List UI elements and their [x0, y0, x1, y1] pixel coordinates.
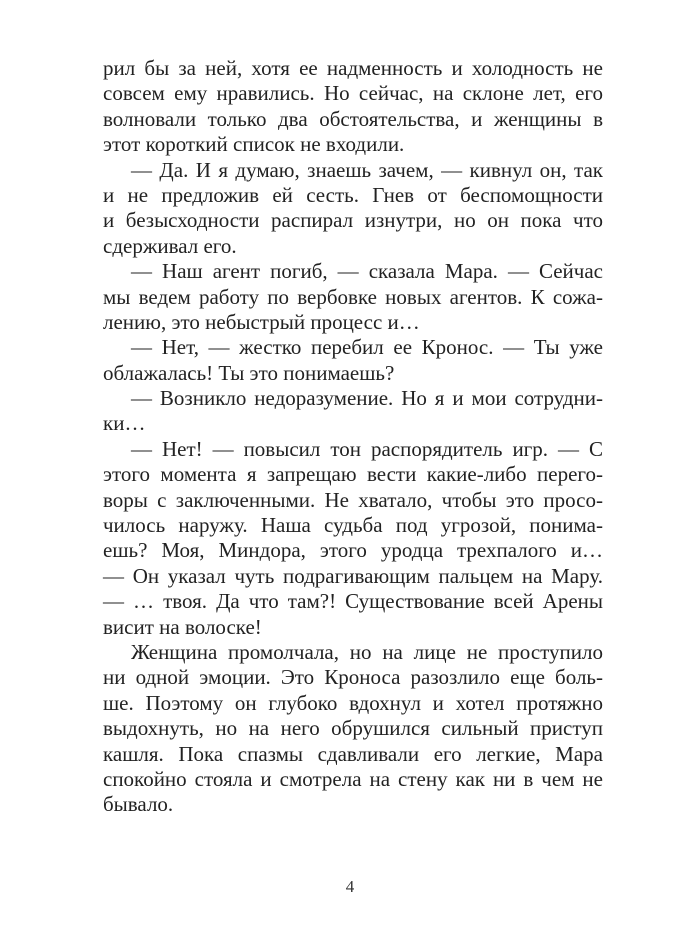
text-line: этого момента я запрещаю вести какие-либо перего-	[103, 462, 603, 487]
text-line: спокойно стояла и смотрела на стену как ни в чем не	[103, 766, 603, 791]
text-line: лению, это небыстрый процесс и…	[103, 309, 420, 334]
text-line: ше. Поэтому он глубоко вдохнул и хотел протяжно	[103, 690, 603, 715]
text-line: выдохнуть, но на него обрушился сильный приступ	[103, 716, 603, 741]
text-line: Женщина промолчала, но на лице не проступило	[131, 639, 603, 664]
text-line: чилось наружу. Наша судьба под угрозой, понима-	[103, 513, 603, 538]
text-line: — Наш агент погиб, — сказала Мара. — Сейчас	[131, 259, 603, 284]
text-line: ки…	[103, 411, 146, 436]
text-line: — … твоя. Да что там?! Существование всей Арены	[103, 589, 603, 614]
text-line: рил бы за ней, хотя ее надменность и холодность не	[103, 56, 603, 80]
text-line: висит на волоске!	[103, 614, 262, 639]
page-number: 4	[345, 877, 355, 896]
text-line: облажалась! Ты это понимаешь?	[103, 360, 395, 385]
text-line: мы ведем работу по вербовке новых агентов. К сожа-	[103, 284, 603, 309]
text-line: ешь? Моя, Миндора, этого уродца трехпалого и…	[103, 538, 603, 563]
text-line: волновали только два обстоятельства, и женщины в	[103, 106, 603, 131]
text-line: — Он указал чуть подрагивающим пальцем на Мару.	[103, 563, 603, 588]
text-line: и безысходности распирал изнутри, но он пока что	[103, 208, 603, 233]
text-line: и не предложив ей сесть. Гнев от беспомощности	[103, 182, 603, 207]
text-line: бывало.	[103, 792, 174, 817]
body-text	[103, 56, 603, 818]
text-line: ни одной эмоции. Это Кроноса разозлило еще боль-	[103, 665, 603, 690]
text-line: — Да. И я думаю, знаешь зачем, — кивнул он, так	[131, 157, 603, 182]
text-line: кашля. Пока спазмы сдавливали его легкие, Мара	[103, 741, 603, 766]
text-line: воры с заключенными. Не хватало, чтобы это просо-	[103, 487, 603, 512]
text-line: — Возникло недоразумение. Но я и мои сотрудни-	[131, 386, 603, 411]
text-line: этот короткий список не входили.	[103, 132, 405, 157]
text-line: — Нет! — повысил тон распорядитель игр. — С	[131, 436, 603, 461]
text-line: — Нет, — жестко перебил ее Кронос. — Ты уже	[131, 335, 603, 360]
text-line: совсем ему нравились. Но сейчас, на склоне лет, его	[103, 81, 603, 106]
text-line: сдерживал его.	[103, 233, 237, 258]
